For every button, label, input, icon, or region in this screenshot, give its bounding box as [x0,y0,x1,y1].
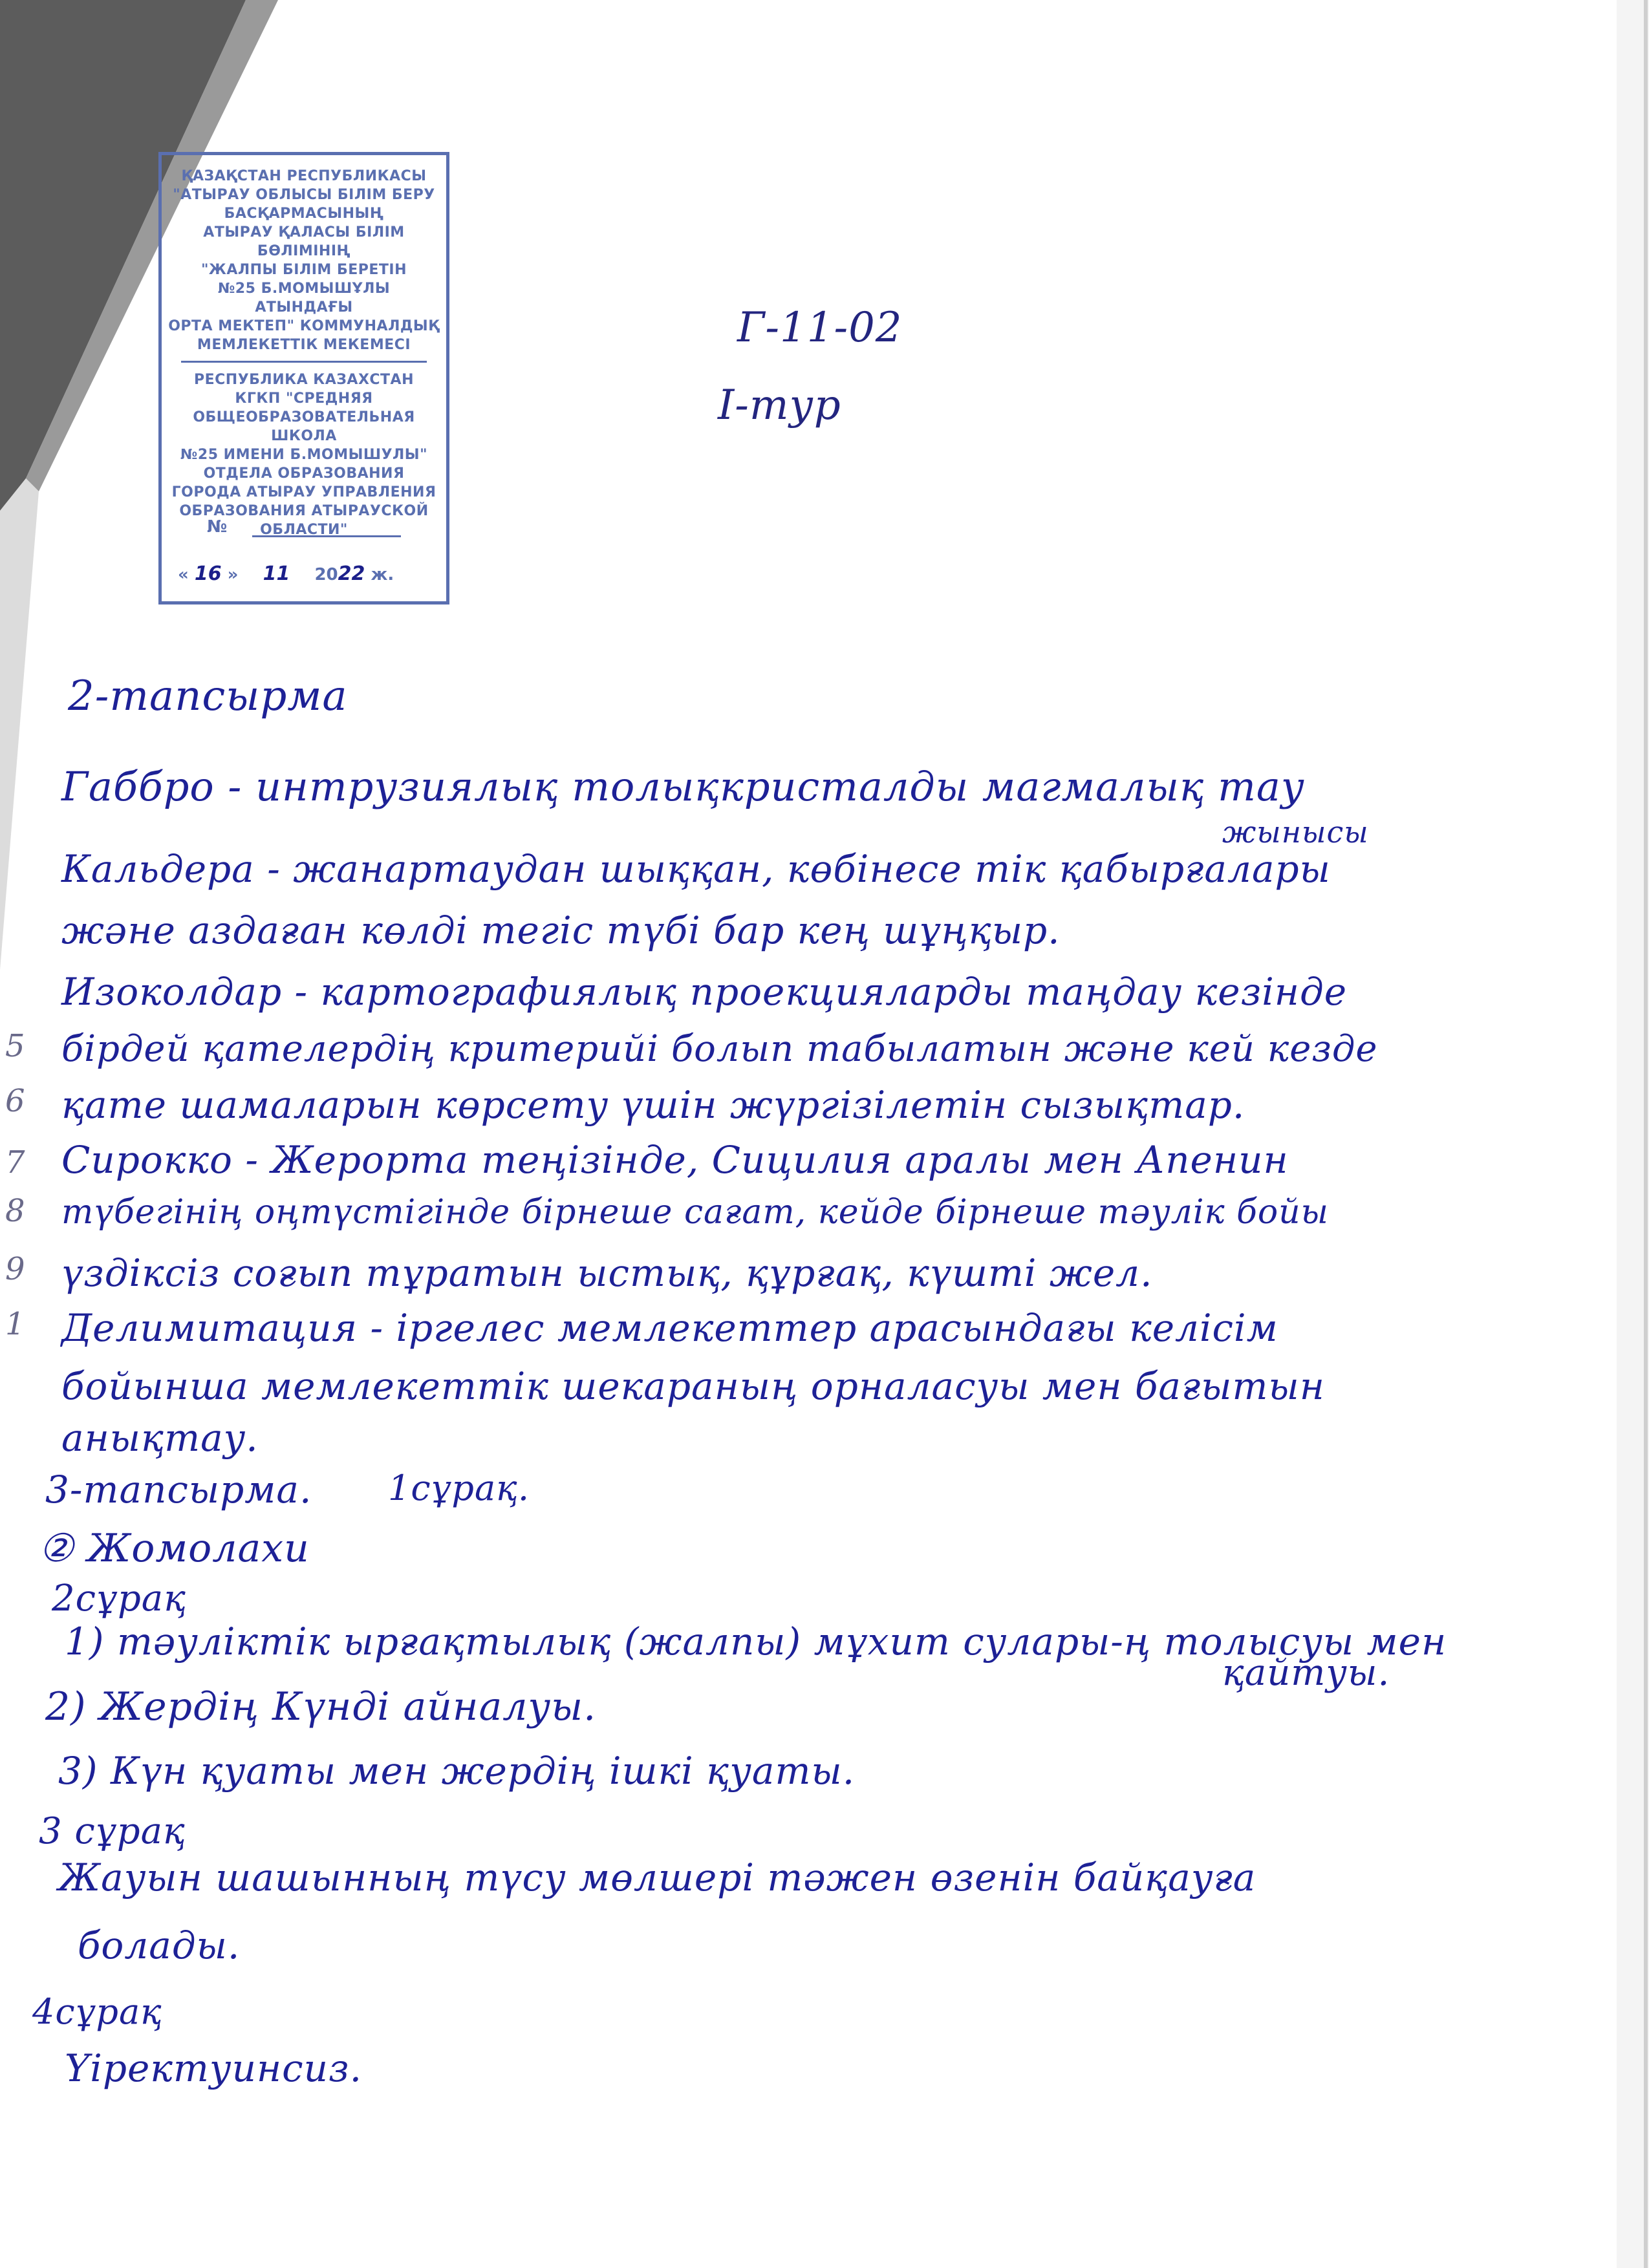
stamp-line: №25 ИМЕНИ Б.МОМЫШУЛЫ" [180,447,428,463]
stamp-number-line [252,535,401,537]
task3-q3-line: Жауын шашынның түсу мөлшері тәжен өзенін байқауға [58,1856,1256,1899]
task2-line: және аздаған көлді тегіс түбі бар кең шұңқыр. [61,908,1061,952]
task2-title: 2-тапсырма [68,672,348,720]
task2-insert-word: жынысы [1222,815,1369,850]
stamp-date [178,562,394,585]
stamp-line: БАСҚАРМАСЫНЫҢ [224,206,384,222]
stamp-line: №25 Б.МОМЫШҰЛЫ АТЫНДАҒЫ [217,281,391,316]
task2-line: Делимитация - іргелес мемлекеттер арасындағы келісім [61,1306,1278,1350]
task2-line: Изоколдар - картографиялық проекцияларды таңдау кезінде [61,970,1348,1014]
task3-q3-line: болады. [78,1923,241,1967]
margin-number: 5 [5,1028,25,1064]
task2-line: үздіксіз соғып тұратын ыстық, құрғақ, күшті жел. [61,1251,1153,1295]
stamp-line: ОРТА МЕКТЕП" КОММУНАЛДЫҚ [168,318,440,334]
stamp-date-close: » [227,565,239,584]
stamp-date-year-prefix: 20 [314,565,338,584]
margin-number: 7 [5,1144,25,1181]
stamp-date-day: 16 [194,562,222,585]
stamp-date-year-suffix: 22 [338,562,365,585]
task3-q4-answer: Үіректуинсиз. [65,2046,363,2090]
stamp-line: ОТДЕЛА ОБРАЗОВАНИЯ [203,465,405,482]
document-code: Г-11-02 [737,304,903,352]
margin-number: 8 [5,1193,25,1229]
stamp-line: ОБРАЗОВАНИЯ АТЫРАУСКОЙ [179,503,429,519]
task3-q2-line: 3) Күн қуаты мен жердің ішкі қуаты. [58,1749,856,1793]
stamp-divider [181,361,427,363]
stamp-line: ОБЛАСТИ" [260,522,348,538]
stamp-date-month: 11 [263,562,290,585]
stamp-line: КГКП "СРЕДНЯЯ [235,390,373,407]
round-label: І-тур [718,381,841,429]
stamp-line: ОБЩЕОБРАЗОВАТЕЛЬНАЯ ШКОЛА [193,409,415,444]
margin-number: 1 [5,1306,25,1342]
task3-q2-line: қайтуы. [1222,1652,1390,1694]
task2-line: Кальдера - жанартаудан шыққан, көбінесе тік қабырғалары [61,847,1331,891]
task3-q1-answer: ② Жомолахи [39,1526,310,1571]
stamp-line: РЕСПУБЛИКА КАЗАХСТАН [193,372,414,388]
task3-q2-line: 1) тәуліктік ырғақтылық (жалпы) мұхит сулары-ң толысуы мен [65,1620,1447,1664]
stamp-number-label: № [207,517,228,537]
task2-line: бойынша мемлекеттік шекараның орналасуы мен бағытын [61,1364,1325,1408]
stamp-line: "АТЫРАУ ОБЛЫСЫ БІЛІМ БЕРУ [173,187,435,203]
stamp-line: ГОРОДА АТЫРАУ УПРАВЛЕНИЯ [171,484,436,500]
task2-line: қате шамаларын көрсету үшін жүргізілетін сызықтар. [61,1083,1245,1127]
task3-q2-label: 2сұрақ [52,1578,187,1620]
task3-q2-line: 2) Жердің Күнді айналуы. [45,1684,597,1729]
stamp-date-open: « [178,565,189,584]
margin-number: 6 [5,1083,25,1119]
stamp-line: МЕМЛЕКЕТТІК МЕКЕМЕСІ [197,337,411,353]
task2-line: бірдей қателердің критерийі болып табылатын және кей кезде [61,1028,1378,1070]
task2-line: Сирокко - Жерорта теңізінде, Сицилия аралы мен Апенин [61,1138,1289,1182]
task2-line: анықтау. [61,1416,259,1460]
task2-line: Габбро - интрузиялық толықкристалды магмалық тау [61,763,1305,810]
task3-q1-label: 1сұрақ. [388,1468,530,1508]
margin-number: 9 [5,1251,25,1287]
stamp-line: ҚАЗАҚСТАН РЕСПУБЛИКАСЫ [181,168,427,184]
stamp-line: АТЫРАУ ҚАЛАСЫ БІЛІМ БӨЛІМІНІҢ [203,224,405,259]
task3-title: 3-тапсырма. [45,1468,312,1512]
official-stamp [158,152,449,604]
stamp-date-unit: ж. [371,565,394,584]
task3-q4-label: 4сұрақ [32,1991,162,2032]
task3-q3-label: 3 сұрақ [39,1810,186,1852]
stamp-line: "ЖАЛПЫ БІЛІМ БЕРЕТІН [200,262,407,278]
task2-line: түбегінің оңтүстігінде бірнеше сағат, кейде бірнеше тәулік бойы [61,1193,1329,1232]
